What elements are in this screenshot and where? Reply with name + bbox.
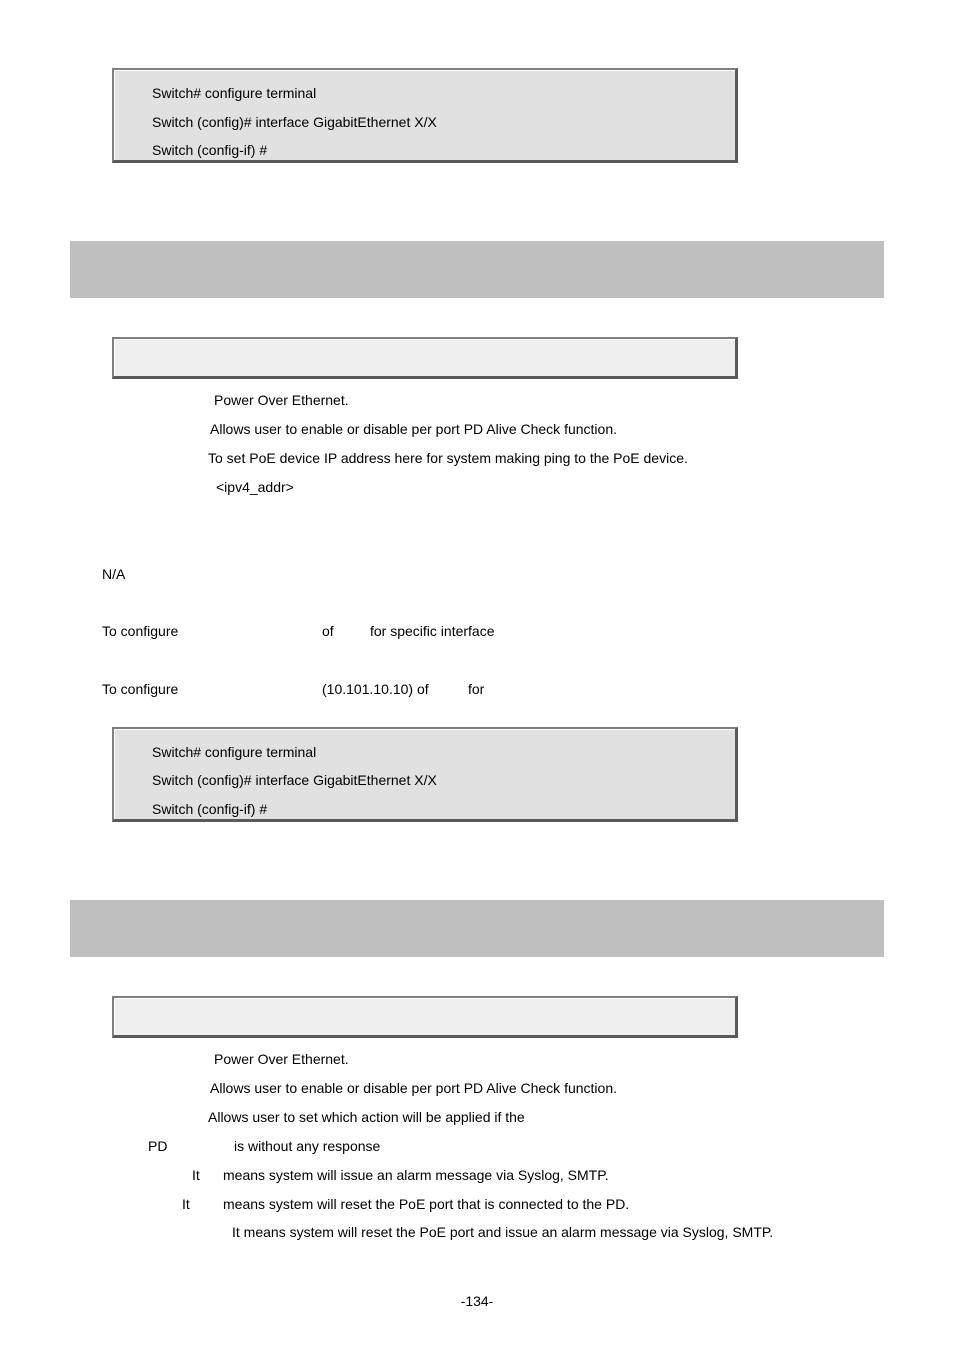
description-text: Power Over Ethernet. [214,392,349,408]
syntax-box [112,996,738,1038]
default-value: N/A [102,566,126,582]
usage-text: for specific interface [370,623,495,639]
action-description: It means system will reset the PoE port and issue an alarm message via Syslog, SMTP. [232,1224,774,1240]
action-description: means system will issue an alarm message via Syslog, SMTP. [223,1167,609,1183]
syntax-box [112,337,738,379]
section-header-banner [70,241,884,298]
description-text: Allows user to enable or disable per port PD Alive Check function. [210,421,617,437]
description-text: To set PoE device IP address here for system making ping to the PoE device. [208,450,688,466]
pd-label: PD [148,1138,168,1154]
section-header-banner [70,900,884,957]
action-it-label: It [182,1196,190,1212]
code-line: Switch# configure terminal [152,85,317,101]
description-text: Power Over Ethernet. [214,1051,349,1067]
usage-text: To configure [102,623,179,639]
code-block [112,727,738,822]
code-block [112,68,738,163]
action-it-label: It [192,1167,200,1183]
usage-text: To configure [102,681,179,697]
code-line: Switch (config-if) # [152,142,268,158]
code-line: Switch (config-if) # [152,801,268,817]
usage-text: (10.101.10.10) of [322,681,429,697]
description-text: is without any response [234,1138,381,1154]
action-description: means system will reset the PoE port that is connected to the PD. [223,1196,630,1212]
parameter-text: <ipv4_addr> [216,479,294,495]
description-text: Allows user to enable or disable per port PD Alive Check function. [210,1080,617,1096]
code-line: Switch# configure terminal [152,744,317,760]
page-number: -134- [460,1293,494,1309]
usage-text: for [468,681,485,697]
description-text: Allows user to set which action will be applied if the [208,1109,525,1125]
code-line: Switch (config)# interface GigabitEthernet X/X [152,772,437,788]
code-line: Switch (config)# interface GigabitEthernet X/X [152,114,437,130]
usage-text: of [322,623,334,639]
